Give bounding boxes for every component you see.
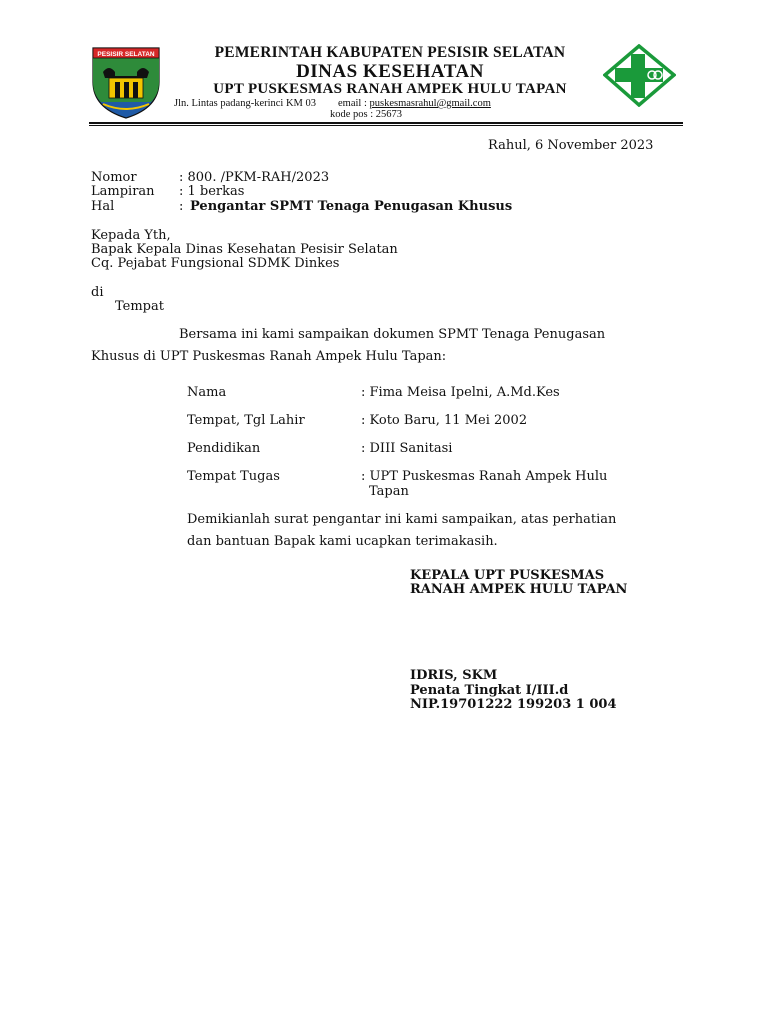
letterhead-government: PEMERINTAH KABUPATEN PESISIR SELATAN <box>214 44 566 61</box>
email-link[interactable]: puskesmasrahul@gmail.com <box>369 98 491 109</box>
recipient-tempat: Tempat <box>115 299 164 314</box>
recipient-name: Bapak Kepala Dinas Kesehatan Pesisir Selatan <box>91 242 398 257</box>
address-text: Jln. Lintas padang-kerinci KM 03 <box>174 98 317 109</box>
closing-line-2: dan bantuan Bapak kami ucapkan terimakasih. <box>187 534 498 549</box>
hal-colon: : <box>179 199 184 214</box>
detail-value: : Fima Meisa Ipelni, A.Md.Kes <box>361 385 560 400</box>
detail-value: : UPT Puskesmas Ranah Ampek Hulu <box>361 469 608 484</box>
recipient-greeting: Kepada Yth, <box>91 228 171 243</box>
hal-label: Hal <box>91 199 115 214</box>
opening-line-1: Bersama ini kami sampaikan dokumen SPMT Tenaga Penugasan <box>179 327 606 342</box>
letterhead-divider-thick <box>89 122 683 124</box>
detail-label: Tempat, Tgl Lahir <box>187 413 305 428</box>
nomor-value: : 800. /PKM-RAH/2023 <box>179 170 330 185</box>
lampiran-value: : 1 berkas <box>179 184 245 199</box>
detail-label: Pendidikan <box>187 441 261 456</box>
signature-name: IDRIS, SKM <box>410 668 498 683</box>
email-label: email : <box>338 98 367 109</box>
detail-value: : DIII Sanitasi <box>361 441 453 456</box>
closing-line-1: Demikianlah surat pengantar ini kami sampaikan, atas perhatian <box>187 512 617 527</box>
signature-nip: NIP.19701222 199203 1 004 <box>410 697 617 712</box>
signature-title-2: RANAH AMPEK HULU TAPAN <box>410 582 628 597</box>
nomor-label: Nomor <box>91 170 137 185</box>
opening-line-2: Khusus di UPT Puskesmas Ranah Ampek Hulu Tapan: <box>91 349 447 364</box>
place-date: Rahul, 6 November 2023 <box>488 138 654 153</box>
lampiran-label: Lampiran <box>91 184 155 199</box>
recipient-cq: Cq. Pejabat Fungsional SDMK Dinkes <box>91 256 340 271</box>
detail-label: Tempat Tugas <box>187 469 280 484</box>
signature-title-1: KEPALA UPT PUSKESMAS <box>410 568 605 583</box>
hal-value: Pengantar SPMT Tenaga Penugasan Khusus <box>190 199 513 214</box>
recipient-di: di <box>91 285 104 300</box>
signature-rank: Penata Tingkat I/III.d <box>410 683 569 698</box>
emblem-label: PESISIR SELATAN <box>97 51 155 58</box>
postal-code: kode pos : 25673 <box>330 109 403 120</box>
letterhead-address-line <box>174 98 491 109</box>
letterhead-divider-thin <box>89 125 683 126</box>
letterhead-unit: UPT PUSKESMAS RANAH AMPEK HULU TAPAN <box>213 81 567 97</box>
detail-value: : Koto Baru, 11 Mei 2002 <box>361 413 528 428</box>
letterhead-department: DINAS KESEHATAN <box>296 61 484 82</box>
pesisir-selatan-emblem-icon <box>89 42 163 120</box>
detail-label: Nama <box>187 385 227 400</box>
detail-value-continued: Tapan <box>369 484 409 499</box>
